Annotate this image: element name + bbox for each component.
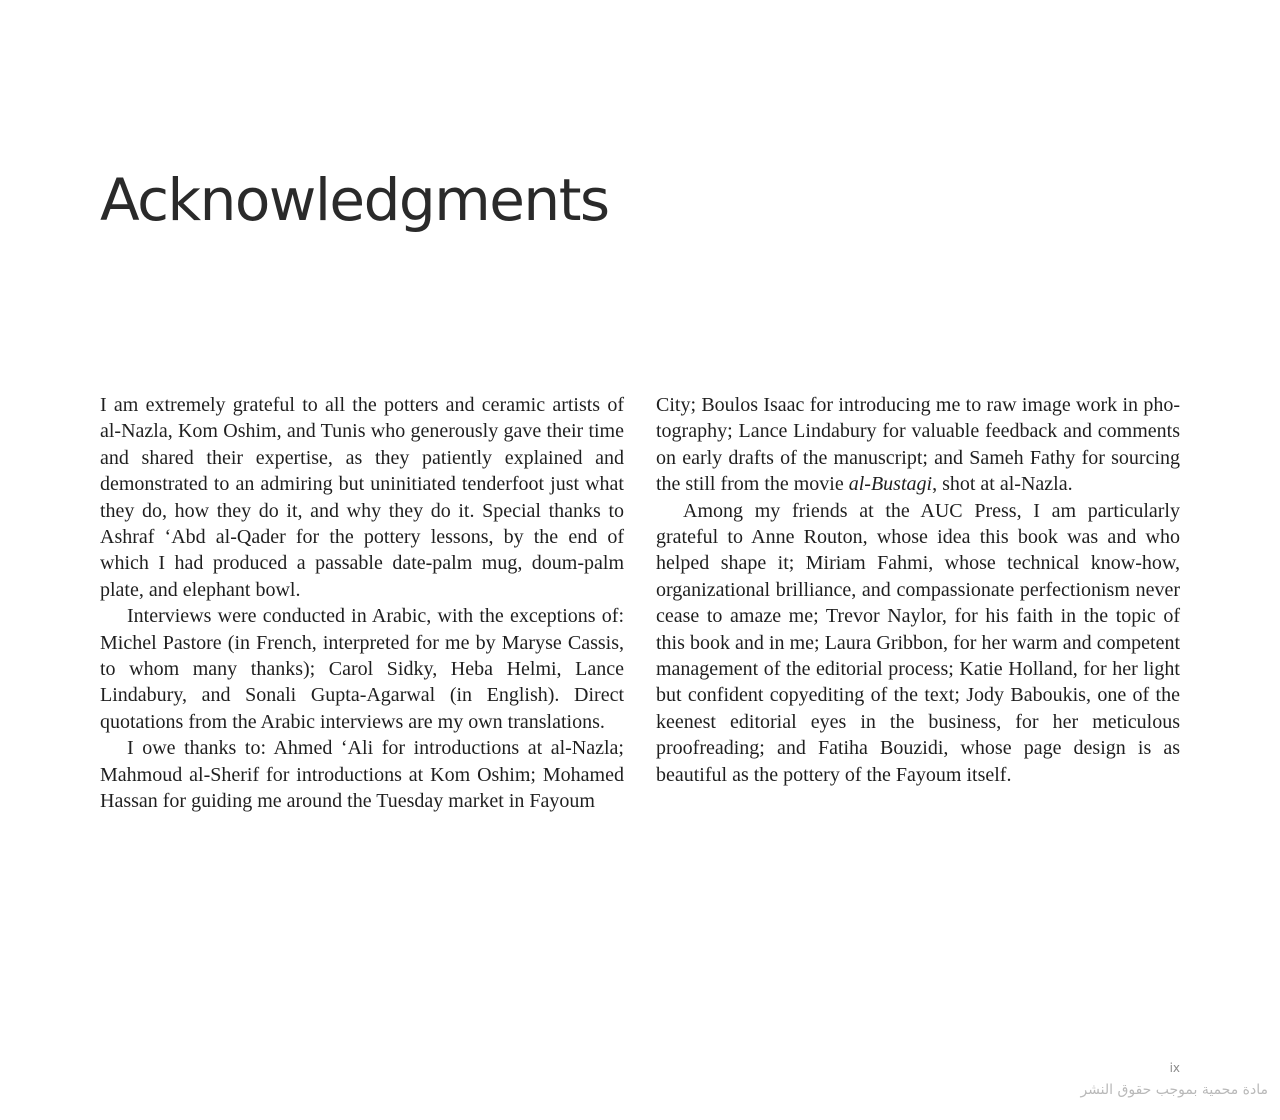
paragraph-potters: I am extremely grateful to all the potters and ceramic artists of al-Nazla, Kom Oshim, and Tunis who generously gave their time and shared their expertise, as they patiently explained and demonstrated to an admiring but uninitiated tenderfoot just what they do, how they do it, and why they do it. Special thanks to Ashraf ‘Abd al-Qader for the pottery lessons, by the end of which I had produced a passable date-palm mug, doum-palm plate, and elephant bowl. <box>100 394 624 601</box>
page-title: Acknowledgments <box>100 166 609 234</box>
left-column <box>100 392 624 815</box>
paragraph-auc-press: Among my friends at the AUC Press, I am particularly grateful to Anne Routon, whose idea this book was and who helped shape it; Miriam Fahmi, whose technical know-how, organizational brilliance, and compassionate perfectionism never cease to amaze me; Trevor Naylor, for his faith in the topic of this book and in me; Laura Gribbon, for her warm and competent management of the editorial process; Katie Holland, for her light but confident copyediting of the text; Jody Baboukis, one of the keenest editorial eyes in the business, for her meticulous proofreading; and Fatiha Bouzidi, whose page design is as beautiful as the pottery of the Fayoum itself. <box>656 499 1180 786</box>
thanks-text-before: City; Boulos Isaac for introducing me to raw image work in photography; Lance Lindabury for valuable feedback and comments on early drafts of the manuscript; and Sameh Fathy for sourcing the still from the movie <box>656 394 1180 496</box>
movie-title: al-Bustagi <box>848 473 933 496</box>
right-column <box>656 392 1180 788</box>
paragraph-thanks-continued <box>656 392 1180 498</box>
paragraph-thanks: I owe thanks to: Ahmed ‘Ali for introductions at al-Nazla; Mahmoud al-Sherif for introductions at Kom Oshim; Mohamed Hassan for guiding me around the Tuesday market in Fayoum <box>100 737 624 813</box>
copyright-watermark: مادة محمية بموجب حقوق النشر <box>1080 1082 1268 1098</box>
thanks-text-after: , shot at al-Nazla. <box>932 473 1073 496</box>
paragraph-interviews: Interviews were conducted in Arabic, with the exceptions of: Michel Pastore (in French, interpreted for me by Maryse Cassis, to whom many thanks); Carol Sidky, Heba Helmi, Lance Lindabury, and Sonali Gupta-Agarwal (in English). Direct quotations from the Arabic interviews are my own translations. <box>100 605 624 733</box>
page-number: ix <box>1169 1061 1180 1075</box>
